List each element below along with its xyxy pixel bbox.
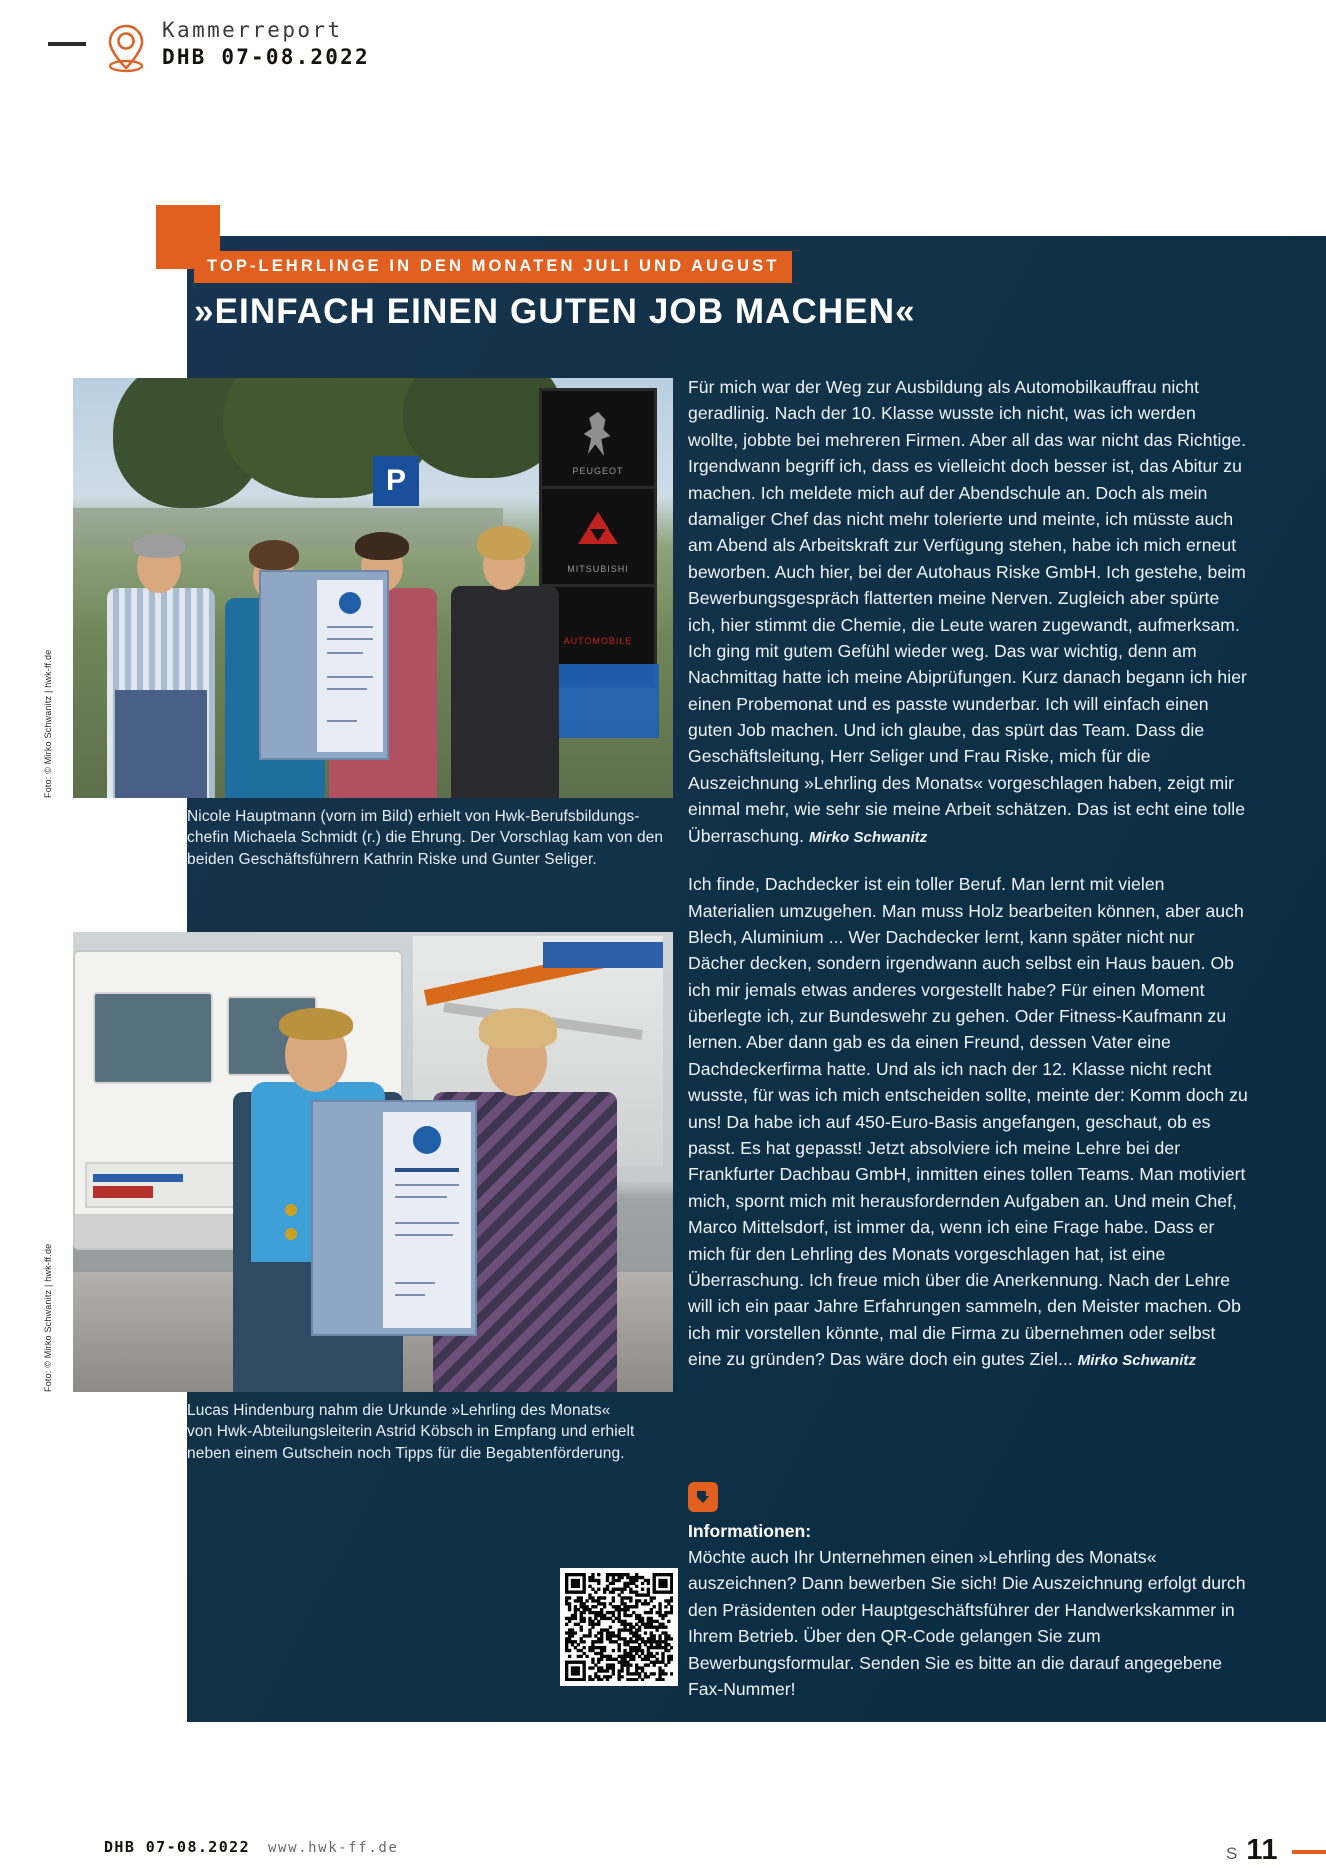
photo-award-lucas-hindenburg: [43, 932, 673, 1392]
caption-line: neben einem Gutschein noch Tipps für die Begabtenförderung.: [187, 1444, 625, 1462]
photo-award-nicole-hauptmann: [43, 378, 673, 798]
dealership-sign: PEUGEOT MITSUBISHI AUTOMOBILE: [539, 388, 657, 688]
header-rule: [48, 42, 86, 46]
certificate: [311, 1100, 477, 1336]
article-body: [688, 374, 1250, 1395]
publication-name: Kammerreport: [162, 18, 343, 42]
information-block: [688, 1482, 1250, 1702]
parking-sign: P: [373, 456, 419, 506]
photo-credit: Foto: © Mirko Schwanitz | hwk-ff.de: [43, 1243, 53, 1392]
issue-label: DHB 07-08.2022: [162, 45, 370, 69]
paragraph-text: Für mich war der Weg zur Ausbildung als Automobilkauffrau nicht geradlinig. Nach der 10. Klasse wusste ich nicht, was ich werden wollte, jobbte bei mehreren Firmen. Aber all das war nicht das Richtige. Irgendwann begriff ich, dass es vielleicht doch besser ist, das Abitur zu machen. Ich meldete mich auf der Abendschule an. Doch als mein damaliger Chef das nicht mehr tolerierte und meinte, ich müsste auch am Abend als Arbeitskraft zur Verfügung stehen, habe ich mich erneut beworben. Auch hier, bei der Autohaus Riske GmbH. Ich gestehe, beim Bewerbungsgespräch flatterten meine Nerven. Zugleich aber spürte ich, hier stimmt die Chemie, die Leute waren zugewandt, aufmerksam. Ich ging mit gutem Gefühl wieder weg. Das war wichtig, denn am Nachmittag hatte ich meine Abiprüfungen. Kurz danach begann ich hier einen Probemonat und es passte wunderbar. Ich will einfach einen guten Job machen. Und ich glaube, das spürt das Team. Dass die Geschäftsleitung, Herr Seliger und Frau Riske, mich für die Auszeichnung »Lehrling des Monats« vorgeschlagen haben, zeigt mir einmal mehr, wie sehr sie meine Arbeit schätzen. Das ist echt eine tolle Überraschung.: [688, 377, 1247, 846]
page-number: 11: [1246, 1834, 1278, 1866]
page-title: »EINFACH EINEN GUTEN JOB MACHEN«: [194, 292, 916, 331]
caption-line: Nicole Hauptmann (vorn im Bild) erhielt von Hwk-Berufsbildungs-: [187, 808, 640, 825]
photo-image: [73, 932, 673, 1392]
footer-url[interactable]: www.hwk-ff.de: [268, 1840, 399, 1856]
caption-line: von Hwk-Abteilungsleiterin Astrid Köbsch in Empfang und erhielt: [187, 1423, 635, 1441]
byline: Mirko Schwanitz: [809, 828, 928, 846]
caption-line: beiden Geschäftsführern Kathrin Riske und Gunter Seliger.: [187, 850, 597, 868]
caption-line: Lucas Hindenburg nahm die Urkunde »Lehrling des Monats«: [187, 1402, 611, 1419]
footer-issue: DHB 07-08.2022: [104, 1838, 251, 1856]
certificate: [259, 570, 389, 760]
location-pin-icon: [104, 22, 148, 74]
photo-caption-2: [187, 1400, 635, 1464]
body-paragraph-2: [688, 871, 1250, 1373]
caption-line: chefin Michaela Schmidt (r.) die Ehrung. Der Vorschlag kam von den: [187, 829, 664, 847]
page-prefix: S: [1225, 1844, 1238, 1863]
body-paragraph-1: [688, 374, 1250, 849]
photo-credit: Foto: © Mirko Schwanitz | hwk-ff.de: [43, 649, 53, 798]
bird-icon: [688, 1482, 718, 1512]
photo-image: [73, 378, 673, 798]
information-text: Möchte auch Ihr Unternehmen einen »Lehrling des Monats« auszeichnen? Dann bewerben Sie sich! Die Auszeichnung erfolgt durch den Präsidenten oder Hauptgeschäftsführer der Handwerkskammer in Ihrem Betrieb. Über den QR-Code gelangen Sie zum Bewerbungsformular. Senden Sie es bitte an die darauf angegebene Fax-Nummer!: [688, 1547, 1246, 1699]
byline: Mirko Schwanitz: [1077, 1352, 1197, 1370]
page-footer: [0, 1834, 1326, 1875]
page-header: [104, 18, 370, 74]
photo-caption-1: [187, 806, 664, 870]
footer-accent-dash: [1292, 1850, 1326, 1854]
article-kicker: TOP-LEHRLINGE IN DEN MONATEN JULI UND AUGUST: [194, 251, 792, 283]
qr-code-bewerbungsformular[interactable]: [560, 1568, 678, 1686]
information-title: Informationen:: [688, 1521, 812, 1541]
paragraph-text: Ich finde, Dachdecker ist ein toller Beruf. Man lernt mit vielen Materialien umzugehen. Man muss Holz bearbeiten können, aber auch Blech, Aluminium ... Wer Dachdecker lernt, kann später nicht nur Dächer decken, sondern irgendwann auch selbst ein Haus bauen. Ob ich mir jemals etwas anderes vorgestellt habe? Für einen Moment überlegte ich, zur Bundeswehr zu gehen. Oder Fitness-Kaufmann zu lernen. Aber dann gab es da einen Freund, dessen Vater eine Dachdeckerfirma hatte. Und als ich nach der 12. Klasse nicht recht wusste, für was ich mich entscheiden sollte, meinte der: Komm doch zu uns! Da habe ich auf 450-Euro-Basis angefangen, geschaut, ob es passt. Es hat gepasst! Jetzt absolviere ich meine Lehre bei der Frankfurter Dachbau GmbH, inmitten eines tollen Teams. Man motiviert mich, spornt mich mit herausfordernden Aufgaben an. Und mein Chef, Marco Mittelsdorf, ist immer da, wenn ich eine Frage habe. Dass er mich für den Lehrling des Monats vorgeschlagen hat, ist eine Überraschung. Ich freue mich über die Anerkennung. Nach der Lehre will ich ein paar Jahre Erfahrungen sammeln, den Meister machen. Ob ich mir vorstellen könnte, mal die Firma zu übernehmen oder selbst eine zu gründen? Das wäre doch ein gutes Ziel...: [688, 874, 1248, 1370]
